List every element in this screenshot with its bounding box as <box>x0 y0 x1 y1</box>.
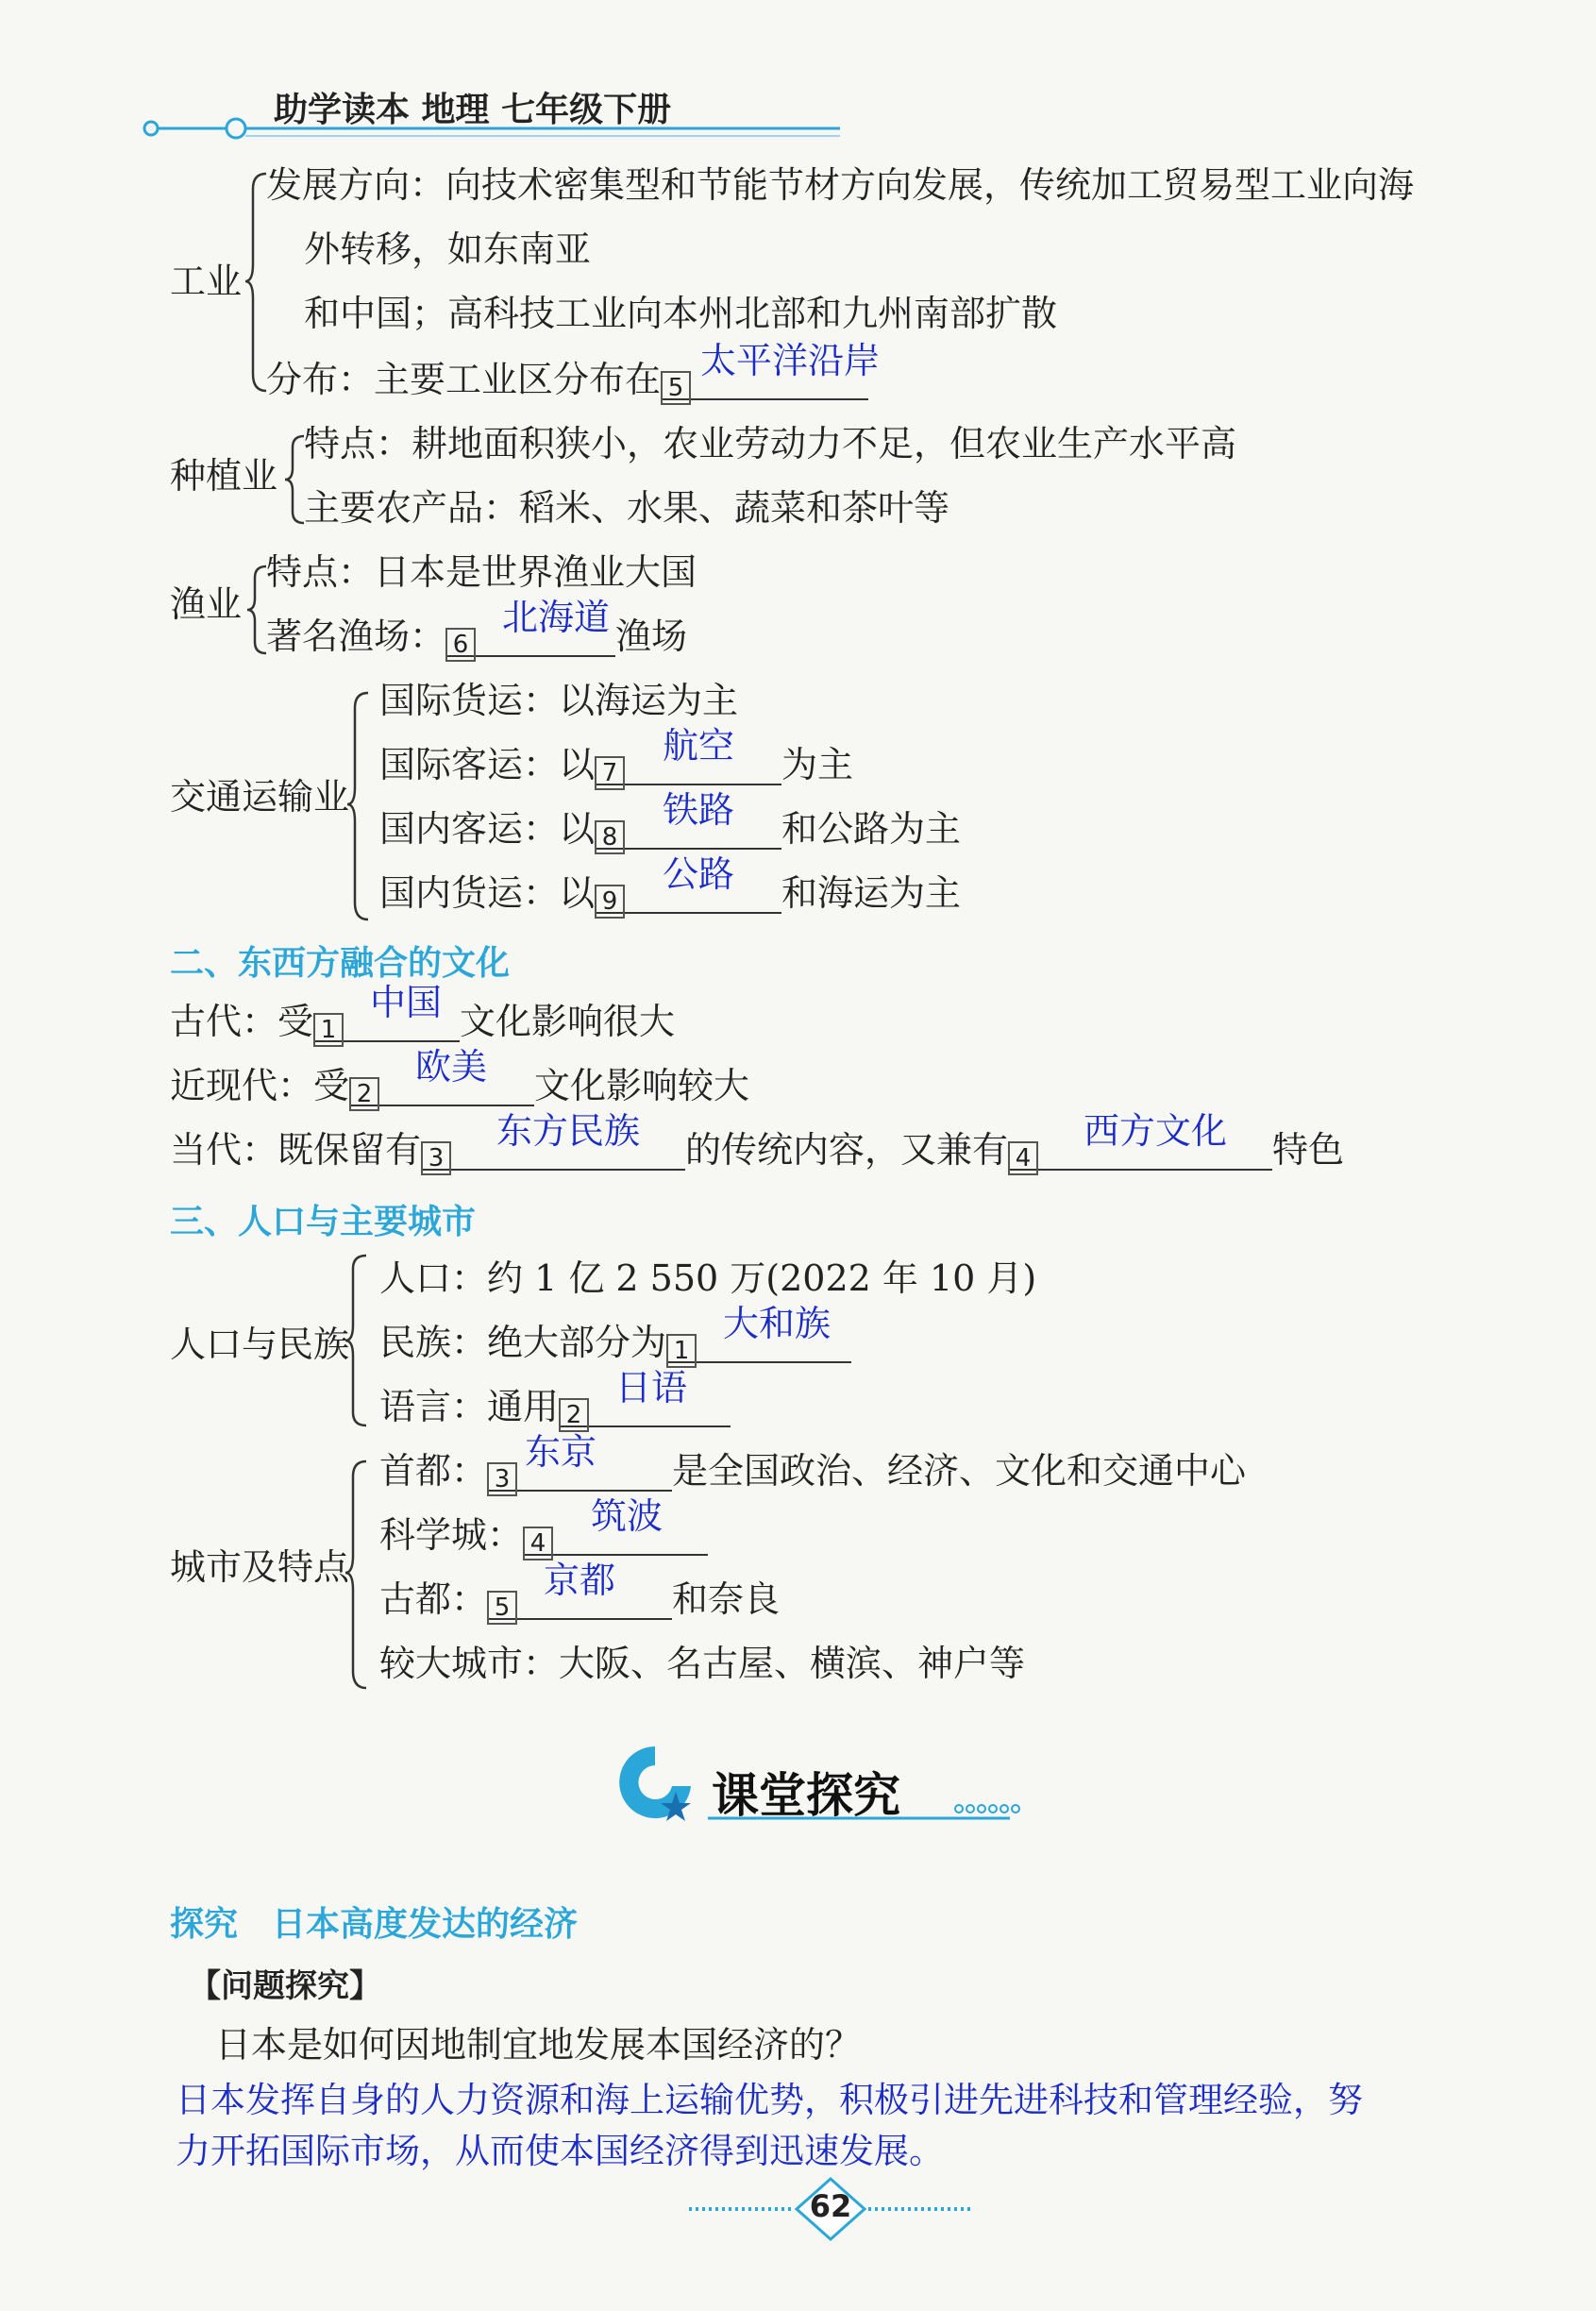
population-line2-prefix: 民族：绝大部分为 <box>379 1322 667 1363</box>
city-large: 较大城市：大阪、名古屋、横滨、神户等 <box>379 1643 1026 1684</box>
blank-number: 4 <box>1008 1141 1038 1175</box>
blank-number: 6 <box>445 628 476 662</box>
fishery-line2 <box>266 597 688 661</box>
culture-modern-suffix: 文化影响较大 <box>534 1065 750 1106</box>
page-header <box>142 83 840 140</box>
blank-city-3[interactable] <box>487 1431 672 1493</box>
blank-city-5[interactable] <box>487 1560 672 1622</box>
blank-number: 3 <box>487 1462 517 1496</box>
answer-city-5: 京都 <box>544 1560 616 1601</box>
transport-line3 <box>379 789 962 853</box>
planting-line1: 特点：耕地面积狭小，农业劳动力不足，但农业生产水平高 <box>304 423 1237 464</box>
section3-title: 三、人口与主要城市 <box>170 1203 477 1241</box>
transport-line3-prefix: 国内客运：以 <box>379 808 596 850</box>
population-line3 <box>379 1367 731 1431</box>
blank-pop-2[interactable] <box>559 1367 731 1429</box>
blank-number: 2 <box>349 1077 379 1111</box>
answer-culture-1: 中国 <box>370 982 443 1023</box>
industry-dev-line3: 和中国；高科技工业向本州北部和九州南部扩散 <box>304 293 1058 334</box>
answer-culture-2: 欧美 <box>415 1046 488 1088</box>
answer-culture-3: 东方民族 <box>496 1110 641 1152</box>
population-brace <box>344 1252 372 1431</box>
blank-number: 2 <box>559 1398 589 1432</box>
city-brace <box>344 1458 372 1694</box>
transport-line2-suffix: 为主 <box>781 744 854 785</box>
culture-modern <box>170 1046 750 1110</box>
classroom-banner <box>613 1737 1048 1831</box>
transport-line4 <box>379 853 962 918</box>
transport-line1: 国际货运：以海运为主 <box>379 680 739 721</box>
culture-modern-prefix: 近现代：受 <box>170 1065 350 1106</box>
explore-answer-line2: 力开拓国际市场，从而使本国经济得到迅速发展。 <box>176 2131 944 2171</box>
blank-city-4[interactable] <box>523 1495 708 1558</box>
planting-label: 种植业 <box>170 455 278 497</box>
blank-number: 8 <box>595 820 625 854</box>
city-capital-suffix: 是全国政治、经济、文化和交通中心 <box>672 1450 1247 1492</box>
fishery-line1: 特点：日本是世界渔业大国 <box>266 551 697 593</box>
page-footer <box>680 2171 982 2247</box>
transport-line3-suffix: 和公路为主 <box>781 808 962 850</box>
blank-number: 9 <box>595 885 625 919</box>
classroom-title: 课堂探究 <box>712 1768 900 1823</box>
industry-dev-line2: 外转移，如东南亚 <box>304 228 592 270</box>
page-number: 62 <box>809 2188 852 2224</box>
blank-pop-1[interactable] <box>666 1303 851 1365</box>
blank-culture-2[interactable] <box>349 1046 534 1108</box>
blank-number: 1 <box>666 1334 697 1368</box>
city-science <box>379 1495 708 1560</box>
blank-number: 5 <box>661 371 691 405</box>
header-title: 助学读本 地理 七年级下册 <box>274 91 672 129</box>
blank-5[interactable] <box>661 340 881 402</box>
city-capital <box>379 1431 1247 1495</box>
transport-line2 <box>379 725 854 789</box>
section2-title: 二、东西方融合的文化 <box>170 944 511 983</box>
population-line1: 人口：约 1 亿 2 550 万(2022 年 10 月) <box>379 1257 1037 1299</box>
city-science-prefix: 科学城： <box>379 1514 524 1556</box>
blank-6[interactable] <box>445 597 615 659</box>
fishery-line2-prefix: 著名渔场： <box>266 616 446 657</box>
blank-7[interactable] <box>595 725 781 787</box>
culture-contemporary <box>170 1110 1345 1174</box>
culture-ancient-prefix: 古代：受 <box>170 1001 314 1042</box>
city-capital-prefix: 首都： <box>379 1450 488 1492</box>
answer-pop-1: 大和族 <box>723 1303 832 1344</box>
answer-9: 公路 <box>663 853 735 895</box>
blank-number: 1 <box>313 1013 344 1047</box>
answer-city-3: 东京 <box>525 1431 597 1473</box>
blank-number: 4 <box>523 1527 553 1560</box>
city-ancient <box>379 1560 781 1624</box>
industry-dev-line1: 发展方向：向技术密集型和节能节材方向发展，传统加工贸易型工业向海 <box>266 164 1415 206</box>
blank-culture-3[interactable] <box>421 1110 685 1172</box>
city-label: 城市及特点 <box>170 1546 350 1588</box>
fishery-line2-suffix: 渔场 <box>615 616 688 657</box>
transport-line4-suffix: 和海运为主 <box>781 872 962 914</box>
answer-6: 北海道 <box>502 597 611 638</box>
answer-city-4: 筑波 <box>591 1495 664 1537</box>
answer-8: 铁路 <box>663 789 735 831</box>
culture-ancient-suffix: 文化影响很大 <box>460 1001 676 1042</box>
blank-8[interactable] <box>595 789 781 852</box>
blank-9[interactable] <box>595 853 781 916</box>
answer-7: 航空 <box>663 725 735 767</box>
population-line3-prefix: 语言：通用 <box>379 1386 560 1427</box>
answer-pop-2: 日语 <box>615 1367 688 1409</box>
transport-line4-prefix: 国内货运：以 <box>379 872 596 914</box>
explore-answer-line1: 日本发挥自身的人力资源和海上运输优势，积极引进先进科技和管理经验，努 <box>176 2080 1363 2120</box>
blank-culture-1[interactable] <box>313 982 460 1044</box>
city-ancient-suffix: 和奈良 <box>672 1578 781 1620</box>
answer-culture-4: 西方文化 <box>1084 1110 1228 1152</box>
industry-distribution <box>266 340 881 404</box>
industry-label: 工业 <box>170 261 243 302</box>
city-ancient-prefix: 古都： <box>379 1578 488 1620</box>
culture-contemporary-mid: 的传统内容，又兼有 <box>685 1129 1009 1171</box>
explore-question: 日本是如何因地制宜地发展本国经济的？ <box>215 2024 862 2066</box>
culture-contemporary-prefix: 当代：既保留有 <box>170 1129 422 1171</box>
blank-number: 5 <box>487 1591 517 1625</box>
culture-ancient <box>170 982 676 1046</box>
transport-line2-prefix: 国际客运：以 <box>379 744 596 785</box>
population-label: 人口与民族 <box>170 1324 350 1365</box>
transport-brace <box>345 689 374 925</box>
blank-culture-4[interactable] <box>1008 1110 1272 1172</box>
explore-subtitle: 【问题探究】 <box>189 1967 381 2005</box>
culture-contemporary-suffix: 特色 <box>1272 1129 1345 1171</box>
answer-5: 太平洋沿岸 <box>700 340 881 381</box>
population-line2 <box>379 1303 851 1367</box>
blank-number: 7 <box>595 756 625 790</box>
industry-dist-prefix: 分布：主要工业区分布在 <box>266 359 662 400</box>
transport-label: 交通运输业 <box>170 776 350 818</box>
blank-number: 3 <box>421 1141 451 1175</box>
planting-line2: 主要农产品：稻米、水果、蔬菜和茶叶等 <box>304 487 950 529</box>
fishery-label: 渔业 <box>170 583 243 625</box>
explore-title: 探究 日本高度发达的经济 <box>170 1905 579 1944</box>
